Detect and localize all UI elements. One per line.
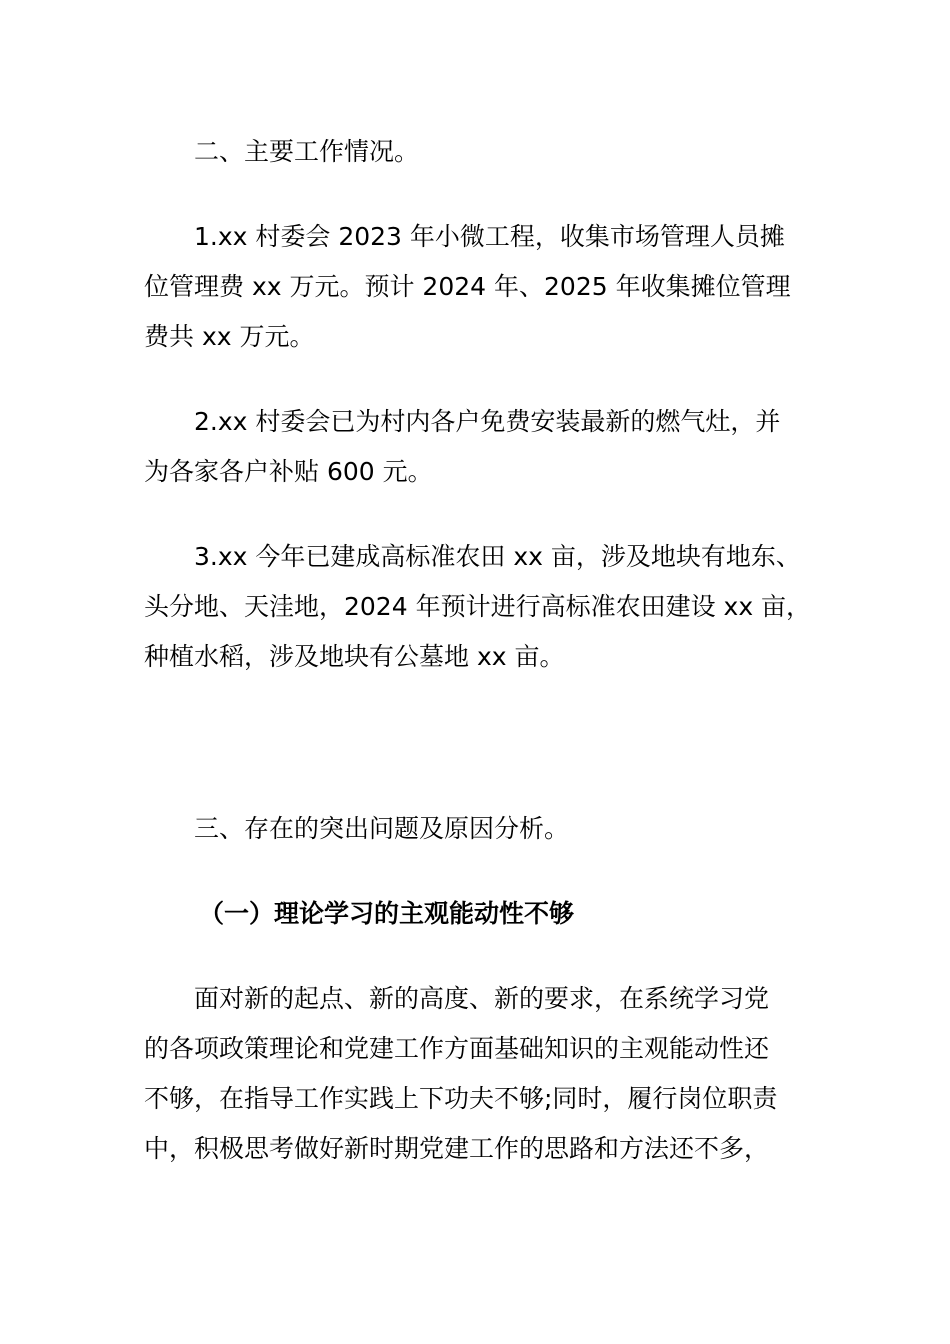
body-1-line-3: 不够，在指导工作实践上下功夫不够;同时，履行岗位职责	[144, 1084, 778, 1113]
subheading-1: （一）理论学习的主观能动性不够	[199, 899, 575, 928]
item-1-line-2: 位管理费 xx 万元。预计 2024 年、2025 年收集摊位管理	[144, 272, 791, 301]
body-1-line-1: 面对新的起点、新的高度、新的要求，在系统学习党	[194, 984, 770, 1013]
item-1-line-1: 1.xx 村委会 2023 年小微工程，收集市场管理人员摊	[194, 222, 785, 251]
section-2-heading: 二、主要工作情况。	[194, 137, 420, 166]
item-2-line-1: 2.xx 村委会已为村内各户免费安装最新的燃气灶，并	[194, 407, 781, 436]
item-2-line-2: 为各家各户补贴 600 元。	[144, 457, 433, 486]
item-2-paragraph	[144, 397, 824, 497]
item-1-paragraph	[144, 212, 824, 362]
body-1-line-2: 的各项政策理论和党建工作方面基础知识的主观能动性还	[144, 1034, 770, 1063]
item-3-paragraph	[144, 532, 824, 682]
section-3-heading: 三、存在的突出问题及原因分析。	[194, 814, 570, 843]
item-3-line-2: 头分地、天洼地，2024 年预计进行高标准农田建设 xx 亩，	[144, 592, 812, 621]
body-1-paragraph	[144, 974, 824, 1174]
item-1-line-3: 费共 xx 万元。	[144, 322, 315, 351]
body-1-line-4: 中，积极思考做好新时期党建工作的思路和方法还不多，	[144, 1134, 770, 1163]
item-3-line-1: 3.xx 今年已建成高标准农田 xx 亩，涉及地块有地东、	[194, 542, 801, 571]
item-3-line-3: 种植水稻，涉及地块有公墓地 xx 亩。	[144, 642, 565, 671]
